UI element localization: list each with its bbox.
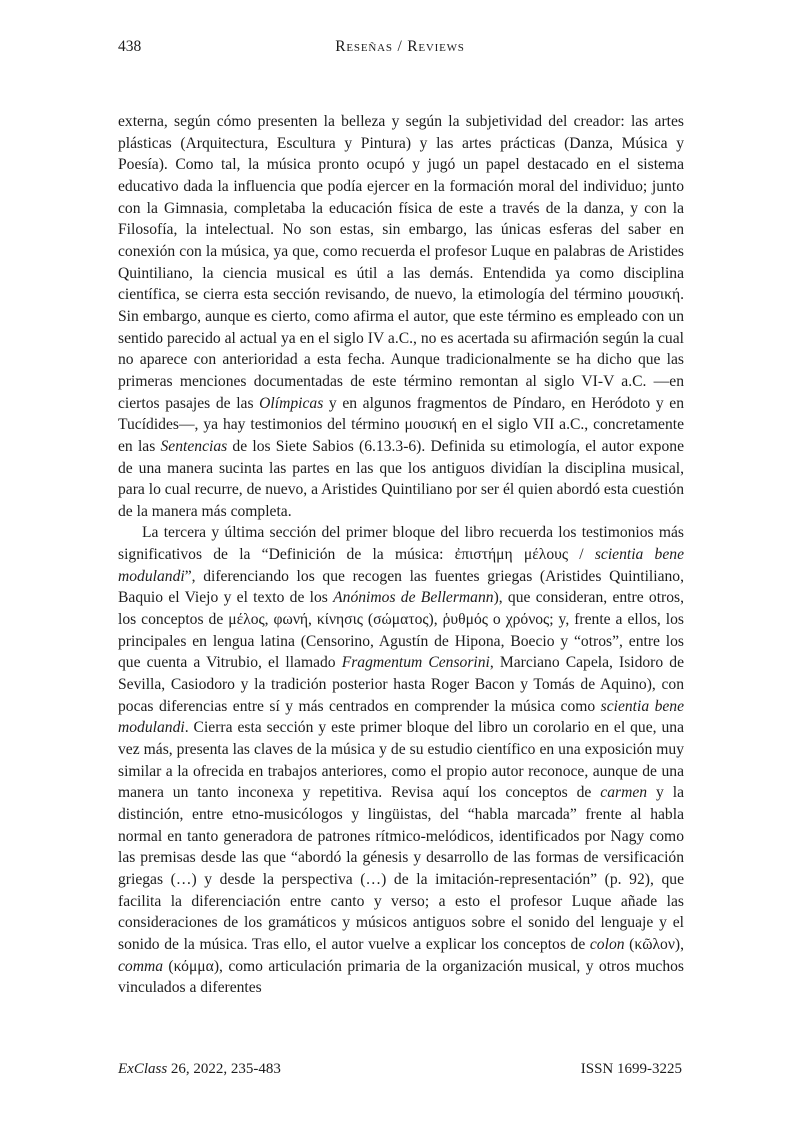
text-run: 26, 2022, 235-483 <box>167 1061 281 1077</box>
italic-text-run: Olímpicas <box>259 394 324 412</box>
text-run: La tercera y última sección del primer bloque del libro recuerda los testimonios más significativos de la “Definición de la música: ἐπιστήμη μέλους / <box>118 524 684 564</box>
body-text <box>118 111 684 999</box>
running-header <box>118 38 682 60</box>
paragraph <box>118 111 684 522</box>
italic-text-run: comma <box>118 957 164 975</box>
running-footer <box>118 1061 682 1078</box>
paragraph <box>118 522 684 998</box>
italic-text-run: colon <box>589 935 625 953</box>
italic-text-run: Anónimos de Bellermann <box>333 589 494 607</box>
footer-issn: ISSN 1699-3225 <box>580 1061 682 1077</box>
italic-text-run: ExClass <box>118 1061 168 1077</box>
italic-text-run: scientia bene modulandi <box>118 546 684 585</box>
page-number: 438 <box>118 38 142 55</box>
footer-citation <box>118 1061 281 1078</box>
text-run: . Cierra esta sección y este primer bloque del libro un corolario en el que, una vez más, presenta las claves de la música y de su estudio científico en una exposición muy similar a la ofrecida en trabajos anteriores, como el propio autor reconoce, aunque de una manera un tanto inconexa y repetitiva. Revisa aquí los conceptos de <box>118 719 684 802</box>
italic-text-run: carmen <box>600 784 648 802</box>
text-run: y la distinción, entre etno-musicólogos y lingüistas, del “habla marcada” frente al habla normal en tanto generadora de patrones rítmico-melódicos, identificados por Nagy como las premisas desde las que “abordó la génesis y desarrollo de las formas de versificación griegas (…) y desde la perspectiva (…) de la imitación-representación” (p. 92), que facilita la diferenciación entre canto y verso; a esto el profesor Luque añade las consideraciones de los gramáticos y músicos antiguos sobre el sonido del lenguaje y el sonido de la música. Tras ello, el autor vuelve a explicar los conceptos de <box>118 784 684 953</box>
italic-text-run: Sentencias <box>160 437 228 455</box>
text-run: ), que consideran, entre otros, los conceptos de μέλος, φωνή, κίνησις (σώματος), ῥυθμός o χρόνος; y, frente a ellos, los principales en lengua latina (Censorino, Agustín de Hipona, Boecio y “otros”, entre los que cuenta a Vitrubio, el llamado <box>118 589 684 672</box>
text-run: de los Siete Sabios (6.13.3-6). Definida su etimología, el autor expone de una manera sucinta las partes en las que los antiguos dividían la disciplina musical, para lo cual recurre, de nuevo, a Aristides Quintiliano por ser él quien abordó esta cuestión de la manera más completa. <box>118 437 684 520</box>
text-run: (κῶλον), <box>624 935 684 953</box>
italic-text-run: scientia bene modulandi <box>118 697 684 737</box>
italic-text-run: Fragmentum Censorini <box>341 654 490 672</box>
text-run: ”, diferenciando los que recogen las fuentes griegas (Aristides Quintiliano, Baquio el Viejo y el texto de los <box>118 567 684 607</box>
text-run: y en algunos fragmentos de Píndaro, en Heródoto y en Tucídides—, ya hay testimonios del término μουσική en el siglo VII a.C., concretamente en las <box>118 394 684 455</box>
header-title: Reseñas / Reviews <box>335 38 465 55</box>
text-run: , Marciano Capela, Isidoro de Sevilla, Casiodoro y la tradición posterior hasta Roger Bacon y Tomás de Aquino), con pocas diferencias entre sí y más centrados en comprender la música como <box>118 654 684 715</box>
text-run: externa, según cómo presenten la belleza y según la subjetividad del creador: las artes plásticas (Arquitectura, Escultura y Pintura) y las artes prácticas (Danza, Música y Poesía). Como tal, la música pronto ocupó y jugó un papel destacado en el sistema educativo dada la influencia que podía ejercer en la formación moral del individuo; junto con la Gimnasia, completaba la educación física de este a través de la danza, y con la Filosofía, la intelectual. No son estas, sin embargo, las únicas esferas del saber en conexión con la música, ya que, como recuerda el profesor Luque en palabras de Aristides Quintiliano, la ciencia musical es útil a las demás. Entendida ya como disciplina científica, se cierra esta sección revisando, de nuevo, la etimología del término μουσική. Sin embargo, aunque es cierto, como afirma el autor, que este término es empleado con un sentido parecido al actual ya en el siglo IV a.C., no es acertada su afirmación según la cual no aparece con anterioridad a esta fecha. Aunque tradicionalmente se ha dicho que las primeras menciones documentadas de este término remontan al siglo VI-V a.C. —en ciertos pasajes de las <box>118 113 684 412</box>
text-run: (κόμμα), como articulación primaria de la organización musical, y otros muchos vinculados a diferentes <box>118 957 684 997</box>
